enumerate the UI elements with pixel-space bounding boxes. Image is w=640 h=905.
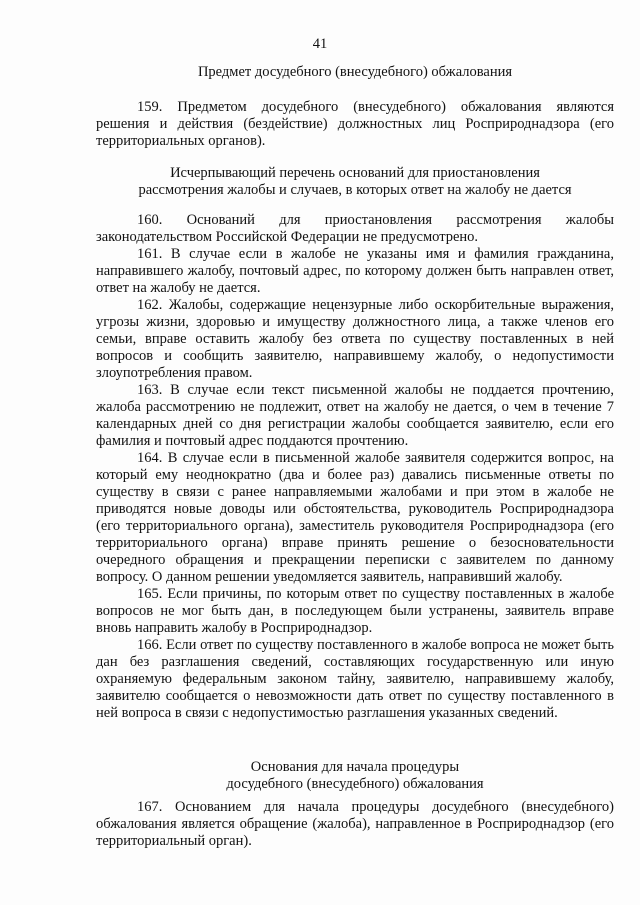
page-number: 41 [312, 36, 328, 52]
heading-line: досудебного (внесудебного) обжалования [226, 776, 484, 792]
paragraph-166: 166. Если ответ по существу поставленного в жалобе вопроса не может быть дан без разглашения сведений, составляющих государственную или иную охраняемую федеральным законом тайну, заявителю, направившему жалобу, заявителю сообщается о невозможности дать ответ по существу поставленного в ней вопроса в связи с недопустимостью разглашения указанных сведений. [96, 637, 614, 721]
section-heading-grounds-start [96, 759, 614, 793]
paragraph-160: 160. Оснований для приостановления рассмотрения жалобы законодательством Российской Федерации не предусмотрено. [96, 212, 614, 245]
paragraph-165: 165. Если причины, по которым ответ по существу поставленных в жалобе вопросов не мог быть дан, в последующем были устранены, заявитель вправе вновь направить жалобу в Росприроднадзор. [96, 586, 614, 636]
paragraph-text: 167. Основанием для начала процедуры досудебного (внесудебного) обжалования является обращение (жалоба), направленное в Росприроднадзор (его территориальный орган). [96, 799, 614, 849]
paragraph-text: 159. Предметом досудебного (внесудебного) обжалования являются решения и действия (бездействие) должностных лиц Росприроднадзора (его территориальных органов). [96, 99, 614, 149]
heading-line: Исчерпывающий перечень оснований для приостановления [170, 165, 540, 181]
heading-line: рассмотрения жалобы и случаев, в которых ответ на жалобу не дается [138, 182, 572, 198]
section-heading-grounds-suspension [96, 165, 614, 199]
paragraph-164: 164. В случае если в письменной жалобе заявителя содержится вопрос, на который ему неоднократно (два и более раз) давались письменные ответы по существу в связи с ранее направляемыми жалобами и при этом в жалобе не приводятся новые доводы или обстоятельства, руководитель Росприроднадзора (его территориального органа), заместитель руководителя Росприроднадзора (его территориального органа) вправе принять решение о безосновательности очередного обращения и прекращении переписки с заявителем по данному вопросу. О данном решении уведомляется заявитель, направивший жалобу. [96, 450, 614, 585]
paragraphs-160-166 [96, 212, 614, 722]
section-heading-subject: Предмет досудебного (внесудебного) обжалования [197, 64, 513, 80]
heading-line: Основания для начала процедуры [250, 759, 460, 775]
paragraph-159 [96, 99, 614, 150]
paragraph-162: 162. Жалобы, содержащие нецензурные либо оскорбительные выражения, угрозы жизни, здоровью и имуществу должностного лица, а также членов его семьи, вправе оставить жалобу без ответа по существу поставленных в ней вопросов и сообщить заявителю, направившему жалобу, о недопустимости злоупотребления правом. [96, 297, 614, 381]
paragraph-163: 163. В случае если текст письменной жалобы не поддается прочтению, жалоба рассмотрению не подлежит, ответ на жалобу не дается, о чем в течение 7 календарных дней со дня регистрации жалобы сообщается заявителю, если его фамилия и почтовый адрес поддаются прочтению. [96, 382, 614, 449]
paragraph-167 [96, 799, 614, 850]
paragraph-161: 161. В случае если в жалобе не указаны имя и фамилия гражданина, направившего жалобу, почтовый адрес, по которому должен быть направлен ответ, ответ на жалобу не дается. [96, 246, 614, 296]
